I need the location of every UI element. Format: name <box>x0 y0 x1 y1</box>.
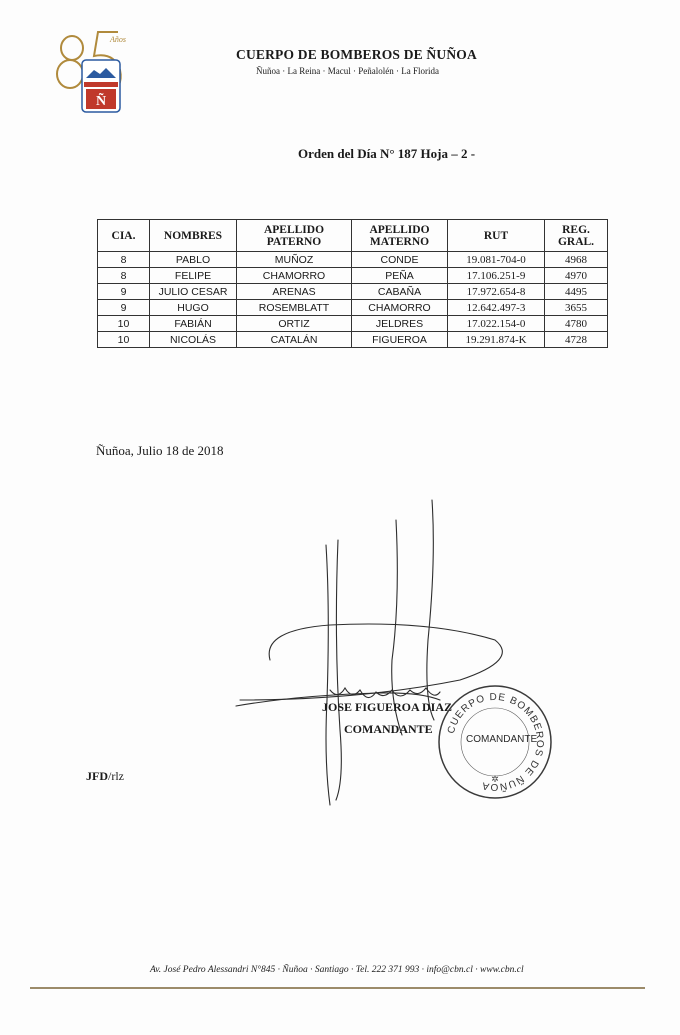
cell-paterno: ORTIZ <box>237 316 352 332</box>
cell-materno: FIGUEROA <box>352 332 448 348</box>
cell-nombres: FABIÁN <box>150 316 237 332</box>
table-row <box>98 300 608 316</box>
header-apellido-paterno: APELLIDO PATERNO <box>237 220 352 252</box>
cell-materno: CABAÑA <box>352 284 448 300</box>
table-row <box>98 252 608 268</box>
cell-rut: 19.291.874-K <box>448 332 545 348</box>
cell-paterno: CATALÁN <box>237 332 352 348</box>
organization-communes: Ñuñoa · La Reina · Macul · Peñalolén · La Florida <box>256 66 439 76</box>
cell-rut: 17.106.251-9 <box>448 268 545 284</box>
signer-title: COMANDANTE <box>344 722 433 736</box>
cell-paterno: ARENAS <box>237 284 352 300</box>
footer-divider <box>30 987 645 989</box>
cell-nombres: PABLO <box>150 252 237 268</box>
table-row <box>98 284 608 300</box>
cell-paterno: ROSEMBLATT <box>237 300 352 316</box>
personnel-table <box>97 219 608 348</box>
cell-cia: 10 <box>98 316 150 332</box>
order-of-day-title: Orden del Día N° 187 Hoja – 2 - <box>298 146 476 161</box>
cell-cia: 9 <box>98 284 150 300</box>
cell-cia: 8 <box>98 268 150 284</box>
cell-cia: 9 <box>98 300 150 316</box>
cell-materno: CONDE <box>352 252 448 268</box>
place-and-date: Ñuñoa, Julio 18 de 2018 <box>96 443 224 458</box>
reference-initials <box>86 769 124 784</box>
header-cia: CIA. <box>98 220 150 252</box>
cell-reg: 4968 <box>545 252 608 268</box>
table-row <box>98 316 608 332</box>
stamp-ring-text: CUERPO DE BOMBEROS DE ÑUÑOA <box>445 691 546 793</box>
cell-reg: 4780 <box>545 316 608 332</box>
stamp-center-text: COMANDANTE <box>466 734 538 745</box>
cell-paterno: MUÑOZ <box>237 252 352 268</box>
logo-years-label: Años <box>110 35 126 44</box>
cell-reg: 4970 <box>545 268 608 284</box>
cell-nombres: NICOLÁS <box>150 332 237 348</box>
signer-name: JOSE FIGUEROA DIAZ <box>322 700 453 714</box>
organization-name: CUERPO DE BOMBEROS DE ÑUÑOA <box>236 47 477 62</box>
cell-nombres: JULIO CESAR <box>150 284 237 300</box>
footer-address: Av. José Pedro Alessandri N°845 · Ñuñoa · Santiago · Tel. 222 371 993 · info@cbn.cl · www.cbn.cl <box>150 965 524 975</box>
cell-nombres: FELIPE <box>150 268 237 284</box>
logo-badge-letter: Ñ <box>95 94 107 109</box>
cell-materno: JELDRES <box>352 316 448 332</box>
cell-reg: 4495 <box>545 284 608 300</box>
cell-paterno: CHAMORRO <box>237 268 352 284</box>
stamp-star-icon: ✲ <box>491 774 499 784</box>
cell-materno: CHAMORRO <box>352 300 448 316</box>
cell-rut: 19.081-704-0 <box>448 252 545 268</box>
header-nombres: NOMBRES <box>150 220 237 252</box>
logo-emblem-icon <box>48 26 138 122</box>
cell-rut: 17.022.154-0 <box>448 316 545 332</box>
cell-rut: 12.642.497-3 <box>448 300 545 316</box>
table-row <box>98 268 608 284</box>
typist-initials: /rlz <box>108 769 124 783</box>
cell-nombres: HUGO <box>150 300 237 316</box>
table-row <box>98 332 608 348</box>
cell-materno: PEÑA <box>352 268 448 284</box>
cell-rut: 17.972.654-8 <box>448 284 545 300</box>
author-initials: JFD <box>86 769 108 783</box>
cell-reg: 3655 <box>545 300 608 316</box>
header-reg-gral: REG. GRAL. <box>545 220 608 252</box>
cbn-85-years-logo <box>48 26 138 122</box>
cell-cia: 10 <box>98 332 150 348</box>
table-header-row <box>98 220 608 252</box>
header-apellido-materno: APELLIDO MATERNO <box>352 220 448 252</box>
cell-cia: 8 <box>98 252 150 268</box>
header-rut: RUT <box>448 220 545 252</box>
cell-reg: 4728 <box>545 332 608 348</box>
